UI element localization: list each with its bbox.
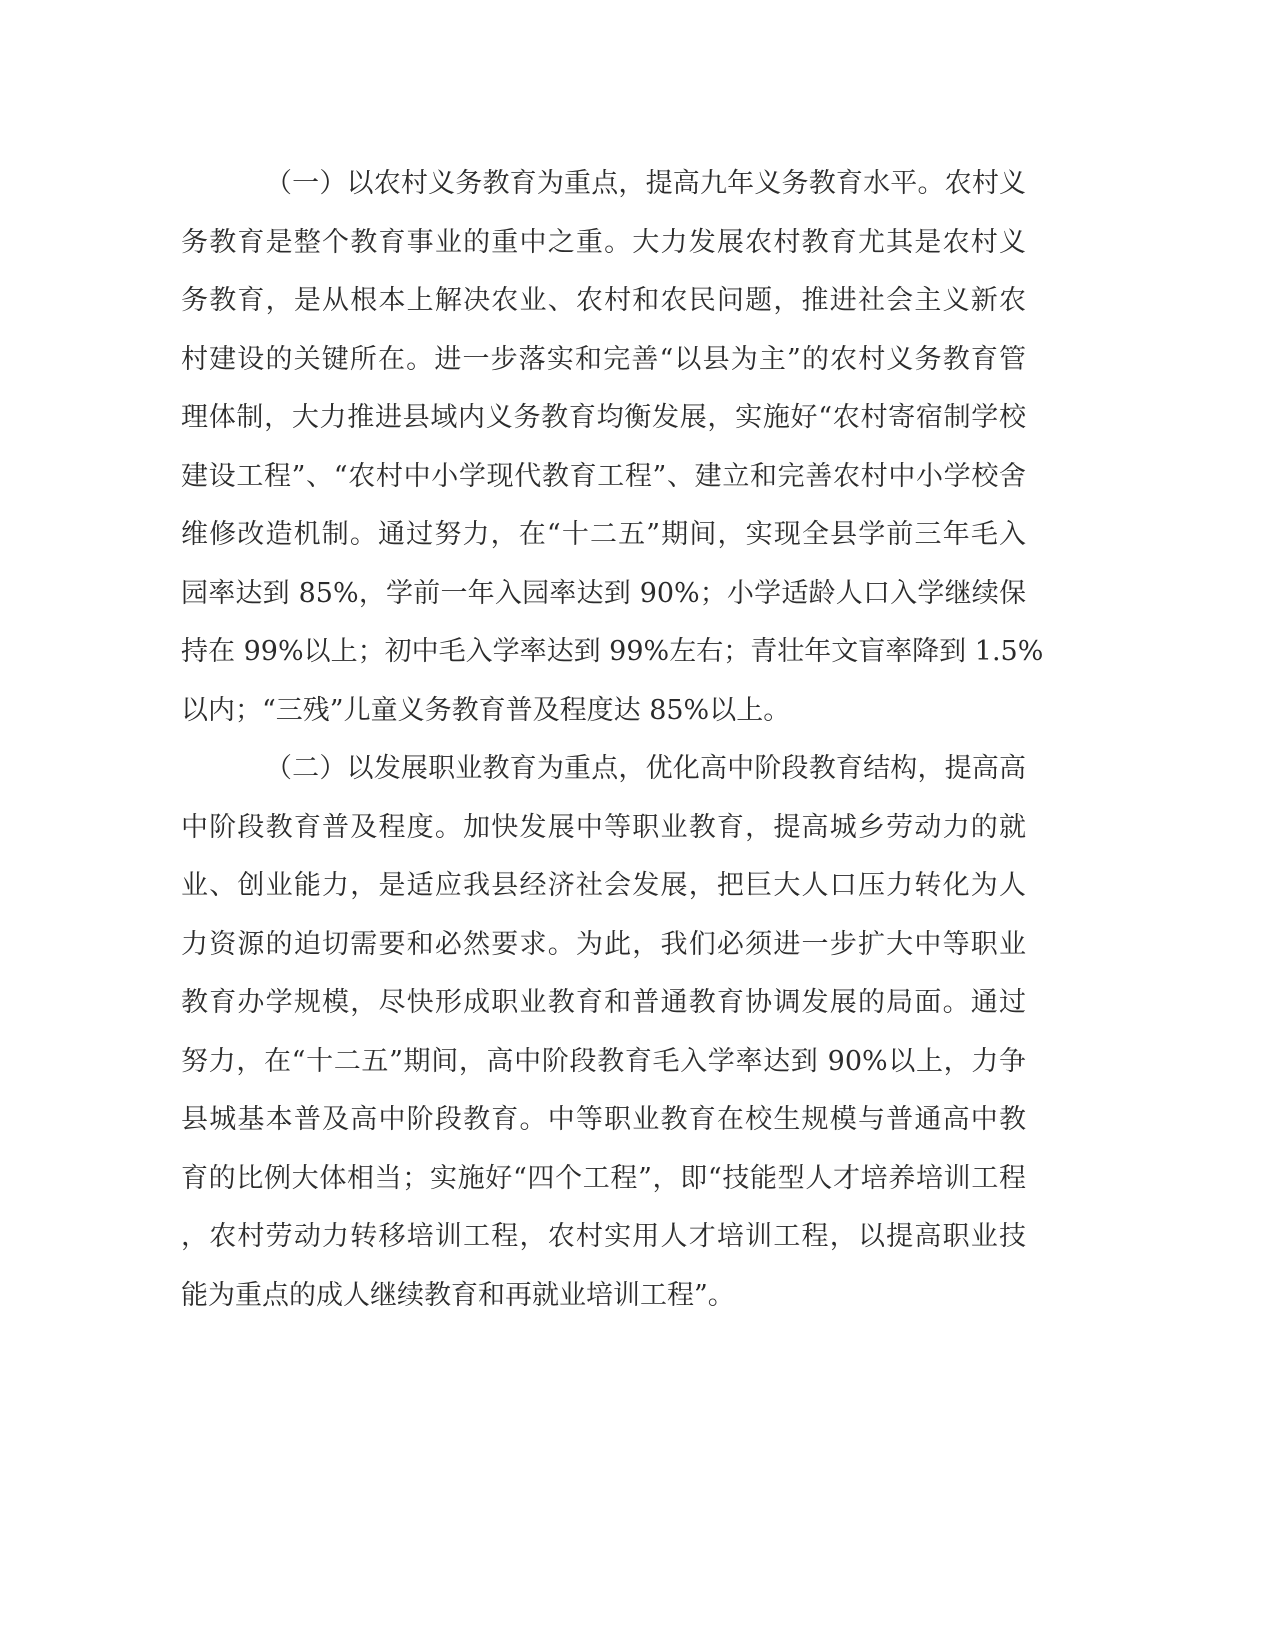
paragraph-line: ，农村劳动力转移培训工程，农村实用人才培训工程，以提高职业技	[181, 1221, 1026, 1252]
paragraph-line: 建设工程”、“农村中小学现代教育工程”、建立和完善农村中小学校舍	[181, 460, 1026, 492]
paragraph-line: 务教育，是从根本上解决农业、农村和农民问题，推进社会主义新农	[181, 285, 1026, 316]
paragraph-line: 务教育是整个教育事业的重中之重。大力发展农村教育尤其是农村义	[181, 226, 1026, 258]
paragraph-1	[181, 155, 1044, 740]
paragraph-line: （二）以发展职业教育为重点，优化高中阶段教育结构，提高高	[265, 753, 1026, 784]
paragraph-line: 能为重点的成人继续教育和再就业培训工程”。	[181, 1279, 735, 1311]
paragraph-line: 努力，在“十二五”期间，高中阶段教育毛入学率达到 90%以上，力争	[181, 1045, 1026, 1077]
paragraph-line: 中阶段教育普及程度。加快发展中等职业教育，提高城乡劳动力的就	[181, 811, 1026, 843]
paragraph-line: 以内；“三残”儿童义务教育普及程度达 85%以上。	[181, 694, 791, 726]
paragraph-2	[181, 740, 1026, 1325]
paragraph-line: 教育办学规模，尽快形成职业教育和普通教育协调发展的局面。通过	[181, 987, 1026, 1018]
paragraph-line: 育的比例大体相当；实施好“四个工程”，即“技能型人才培养培训工程	[181, 1162, 1026, 1194]
paragraph-line: 园率达到 85%，学前一年入园率达到 90%；小学适龄人口入学继续保	[181, 577, 1026, 609]
paragraph-line: 维修改造机制。通过努力，在“十二五”期间，实现全县学前三年毛入	[181, 519, 1026, 550]
paragraph-line: 县城基本普及高中阶段教育。中等职业教育在校生规模与普通高中教	[181, 1104, 1026, 1135]
paragraph-line: 力资源的迫切需要和必然要求。为此，我们必须进一步扩大中等职业	[181, 928, 1026, 960]
paragraph-line: 理体制，大力推进县域内义务教育均衡发展，实施好“农村寄宿制学校	[181, 402, 1026, 433]
paragraph-line: 持在 99%以上；初中毛入学率达到 99%左右；青壮年文盲率降到 1.5%	[181, 636, 1044, 667]
paragraph-line: （一）以农村义务教育为重点，提高九年义务教育水平。农村义	[265, 168, 1026, 199]
paragraph-line: 村建设的关键所在。进一步落实和完善“以县为主”的农村义务教育管	[181, 343, 1026, 375]
document-body	[181, 155, 1044, 1325]
paragraph-line: 业、创业能力，是适应我县经济社会发展，把巨大人口压力转化为人	[181, 870, 1026, 901]
